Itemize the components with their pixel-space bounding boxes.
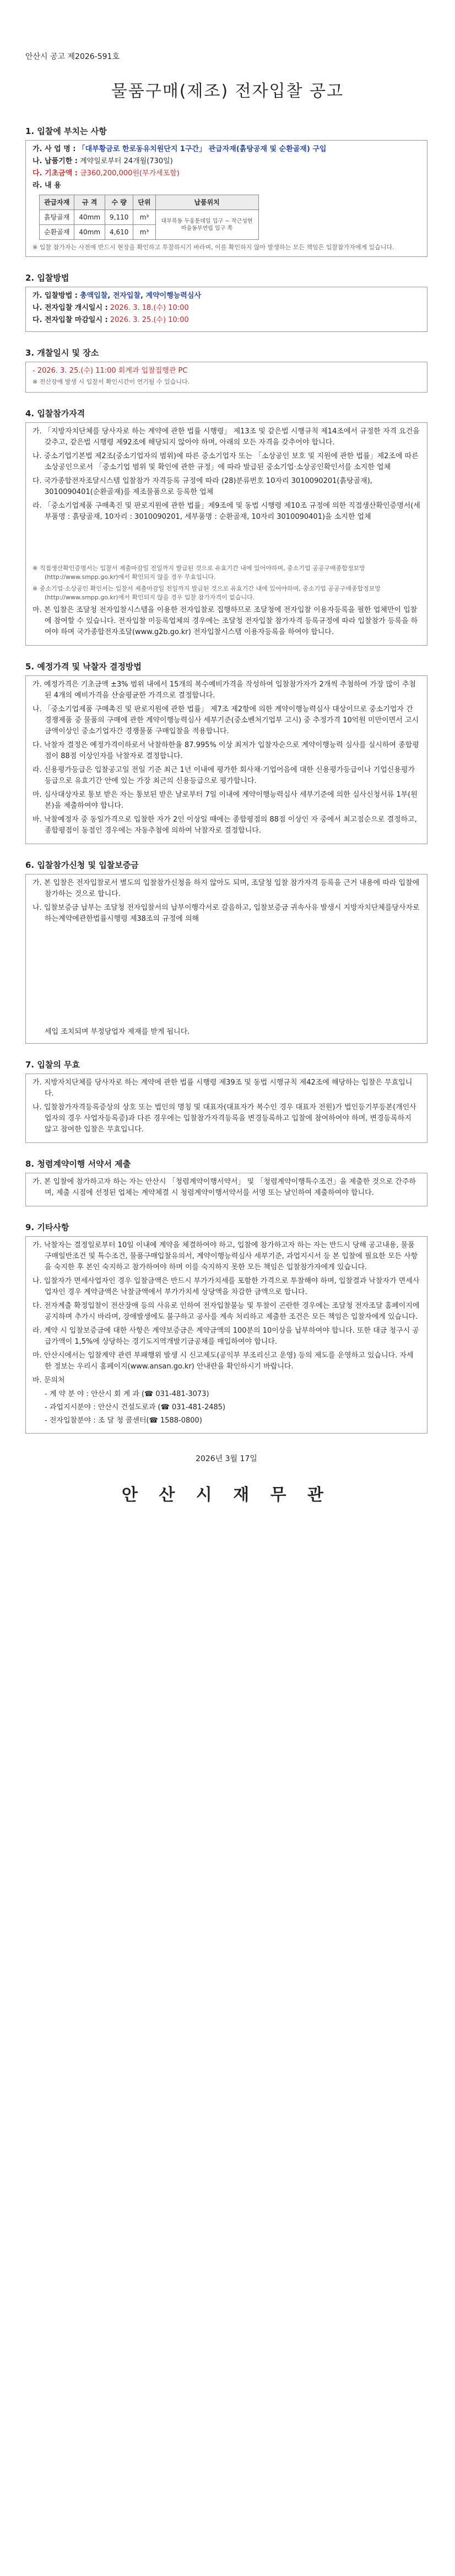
- notice-body: [25, 126, 427, 1505]
- items-table: [39, 195, 259, 240]
- section-box: [25, 675, 427, 844]
- table-cell: 4,610: [105, 225, 133, 240]
- pricing-item: 바. 낙찰예정자 중 동일가격으로 입찰한 자가 2인 이상일 때에는 종합평점의 88점 이상인 자 중에서 최고점순으로 결정하고, 종합평점이 동점인 경우에는 자동추첨에 의하여 낙찰자로 결정합니다.: [32, 815, 417, 835]
- section-heading: 5. 예정가격 및 낙찰자 결정방법: [25, 662, 142, 672]
- table-cell: m³: [133, 225, 155, 240]
- price-label: 다. 기초금액 :: [32, 169, 78, 178]
- qualification-note: ※ 중소기업·소상공인 확인서는 입찰서 제출마감일 전일까지 발급된 것으로 유효기간 내에 있어야하며, 중소기업 공공구매종합정보망(http://www.smpp.go.kr)에서 확인되지 않을 경우 입찰 참가자격이 없습니다.: [32, 585, 381, 601]
- application-item: 가. 본 입찰은 전자입찰로서 별도의 입찰참가신청을 하지 않아도 되며, 조달청 입찰 참가자격 등록을 근거 내용에 따라 입찰에 참가하는 것으로 합니다.: [32, 879, 420, 898]
- other-item: 다. 전자계출 확정입찰이 전산장애 등의 사유로 인하여 전자입찰불능 및 투찰이 곤란한 경우에는 조달청 전자조달 홈페이지에 공지하며 추가시 바라며, 장애발생에도 불구하고 공사를 계속 처리하고 제출한 조건은 모든 책임은 입찰자에게 있습니다.: [32, 1302, 420, 1321]
- project-value: 「대부황금로 한로동유치원단지 1구간」 관급자재(흙탕공재 및 순환골재) 구입: [78, 145, 327, 153]
- section-box: [25, 422, 427, 646]
- other-item: 나. 입찰자가 면세사업자인 경우 입찰금액은 반드시 부가가치세를 포함한 가격으로 투찰해야 하며, 입찰결과 낙찰자가 면세사업자인 경우 계약금액은 낙찰금액에서 부가가치세 상당액을 차감한 금액으로 합니다.: [32, 1277, 420, 1296]
- table-cell: 흙탕골재: [40, 210, 74, 225]
- section-heading: 2. 입찰방법: [25, 273, 69, 283]
- qualification-item: 라. 「중소기업제품 구매촉진 및 판로지원에 관한 법률」제9조에 및 동법 시행령 제10조 규정에 의한 직접생산확인증명서(세부품명 : 흙탕골재, 10자리 : 3010090201, 세부품명 : 순환골재, 10자리 3010090401)을 소지한 업체: [32, 502, 420, 521]
- method-value: 총액입찰, 전자입찰, 계약이행능력심사: [80, 292, 201, 300]
- section-box: [25, 140, 427, 257]
- table-cell: 9,110: [105, 210, 133, 225]
- section-invalid: [25, 1059, 427, 1143]
- integrity-item: 가. 본 입찰에 참가하고자 하는 자는 안산시 「청렴계약이행서약서」 및 「청렴계약이행특수조건」을 제출한 것으로 간주하며, 제출 시점에 선정된 업체는 계약체결 시 청렴계약이행서약서를 서명 또는 날인하여 제출하여야 합니다.: [32, 1178, 416, 1197]
- other-item: 마. 안산시에서는 입찰계약 관련 부패행위 발생 시 신고제도(공익부 부조리신고 운영) 등의 제도를 운영하고 있습니다. 자세한 정보는 우리시 홈페이지(www.ansan.go.kr) 안내란을 확인하시기 바랍니다.: [32, 1351, 414, 1371]
- notice-title: 물품구매(제조) 전자입찰 공고: [111, 82, 344, 101]
- section-heading: 3. 개찰일시 및 장소: [25, 348, 99, 358]
- table-cell: 40mm: [74, 210, 105, 225]
- qualification-note: ※ 직접생산확인증명서는 입찰서 제출마감일 전일까지 발급된 것으로 유효기간 내에 있어야하며, 중소기업 공공구매종합정보망(http://www.smpp.go.kr)에서 확인되지 않을 경우 무효입니다.: [32, 565, 365, 581]
- table-cell-location: 대부북동 두웅툰데일 입구 ~ 작근성현마을동부연립 입구 쪽: [155, 210, 258, 240]
- contact-line: - 전자입찰분야 : 조 달 청 콜센터(☎ 1588-0800): [45, 1416, 202, 1425]
- section-heading: 4. 입찰참가자격: [25, 409, 85, 418]
- section-heading: 8. 청렴계약이행 서약서 제출: [25, 1159, 131, 1169]
- method-label: 가. 입찰방법 :: [32, 292, 78, 300]
- opening-datetime: - 2026. 3. 25.(수) 11:00 회계과 입찰집행관 PC: [32, 367, 188, 375]
- delivery-label: 나. 납품기한 :: [32, 157, 78, 165]
- section-bid-items: [25, 126, 427, 257]
- section-application: [25, 860, 427, 1044]
- application-item: 나. 입찰보증금 납부는 조달청 전자입찰서의 납부이행각서로 갈음하고, 입찰보증금 귀속사유 발생시 지방자치단체를당사자로하는계약에관한법률시행령 제38조의 규정에 의해: [32, 904, 420, 923]
- table-cell: m³: [133, 210, 155, 225]
- price-value: 금360,200,000원(부가세포함): [80, 169, 180, 178]
- contact-heading: 바. 문의처: [32, 1376, 65, 1384]
- section-heading: 1. 입찰에 부치는 사항: [25, 126, 107, 136]
- pricing-item: 라. 신용평가등급은 입찰공고일 전일 기준 최근 1년 이내에 평가한 회사채·기업어음에 대한 신용평가등급이나 기업신용평가등급으로 유효기간 안에 있는 가장 최근의 신용등급으로 평가합니다.: [32, 766, 415, 785]
- section-heading: 6. 입찰참가신청 및 입찰보증금: [25, 860, 139, 870]
- qualification-item: 나. 중소기업기본법 제2조(중소기업자의 범위)에 따른 중소기업자 또는 「소상공인 보호 및 지원에 관한 법률」제2조에 따른 소상공인으로서 「중소기업 범위 및 확인에 관한 규정」에 따라 발급된 중소기업·소상공인확인서를 소지한 업체: [32, 452, 419, 471]
- table-header: 규 격: [74, 195, 105, 210]
- section-other: [25, 1222, 427, 1434]
- contact-line: - 과업지시분야 : 안산시 건설도로과 (☎ 031-481-2485): [45, 1403, 226, 1412]
- section-box: [25, 287, 427, 332]
- items-label: 라. 내 용: [32, 181, 61, 190]
- pricing-item: 다. 낙찰자 결정은 예정가격이하로서 낙찰하한율 87.995% 이상 최저가 입찰자순으로 계약이행능력 심사를 실시하여 종합평점이 88점 이상인자를 낙찰자로 결정합니다.: [32, 741, 419, 760]
- issuing-organization: 안 산 시 재 무 관: [121, 1485, 332, 1505]
- end-label: 다. 전자입찰 마감일시 :: [32, 316, 108, 324]
- pricing-item: 마. 심사대상자로 통보 받은 자는 통보된 받은 날로부터 7일 이내에 계약이행능력심사 세부기준에 의한 심사신청서류 1부(원본)을 제출하여야 합니다.: [32, 791, 418, 810]
- section-box: [25, 874, 427, 1044]
- table-cell: 40mm: [74, 225, 105, 240]
- start-label: 나. 전자입찰 개시일시 :: [32, 304, 108, 312]
- section-heading: 7. 입찰의 무효: [25, 1060, 80, 1070]
- section-pricing: [25, 661, 427, 844]
- section-box: [25, 362, 427, 393]
- section-box: [25, 1173, 427, 1206]
- section-heading: 9. 기타사항: [25, 1222, 69, 1232]
- table-header: 관급자재: [40, 195, 74, 210]
- other-item: 라. 계약 시 입찰보증금에 대한 사항은 계약보증금은 계약금액의 100분의 10이상을 납부하여야 합니다. 또한 대금 청구시 공급가액이 1,5%에 상당하는 경기도지역개발기금공채를 매입하여야 합니다.: [32, 1327, 419, 1346]
- other-item: 가. 낙찰자는 결정일로부터 10일 이내에 계약을 체결하여야 하고, 입찰에 참가하고자 하는 자는 반드시 당해 공고내용, 물품구매일반조건 및 특수조건, 물품구매입찰유의서, 계약이행능력심사 세부기준, 과업지시서 등 본 입찰에 필요한 모든 사항을 숙지한 후 본인 숙지하고 참가하여야 하며 이를 숙지하지 못한 모든 책임은 입찰참가자에게 있습니다.: [32, 1241, 418, 1271]
- section-box: [25, 1236, 427, 1434]
- start-value: 2026. 3. 18.(수) 10:00: [110, 304, 189, 312]
- qualification-item: 마. 본 입찰은 조달청 전자입찰시스템을 이용한 전자입찰로 집행하므로 조달청에 전자입찰 이용자등록을 필한 업체만이 입찰에 참여할 수 있습니다. 전자입찰 미등록업체의 경우에는 조달청 전자입찰 참가자격 등록규정에 따라 입찰참가 등록을 하여야 하며 국가종합전자조달(www.g2b.go.kr) 전자입찰시스템 이용자등록을 하여야 합니다.: [32, 606, 418, 636]
- invalid-item: 가. 지방자치단체를 당사자로 하는 계약에 관한 법률 시행령 제39조 및 동법 시행규칙 제42조에 해당하는 입찰은 무효입니다.: [32, 1078, 413, 1098]
- project-label: 가. 사 업 명 :: [32, 145, 76, 153]
- section-bid-method: [25, 272, 427, 332]
- delivery-value: 계약일로부터 24개월(730일): [80, 157, 173, 165]
- qualification-item: 다. 국가종합전자조달시스템 입찰참가 자격등록 규정에 따라 (28)분류번호 10자리 3010090201(흙탕골재), 3010090401(순환골재)를 제조물품으로 등록한 업체: [32, 477, 372, 496]
- qualification-item: 가. 「지방자치단체를 당사자로 하는 계약에 관한 법률 시행령」 제13조 및 같은법 시행규칙 제14조에서 규정한 자격 요건을 갖추고, 같은법 시행령 제92조에 해당되지 않아야 하며, 아래의 모든 자격을 갖추어야 합니다.: [32, 427, 420, 447]
- table-row: [40, 210, 259, 225]
- table-header: 수 량: [105, 195, 133, 210]
- section-opening: [25, 347, 427, 393]
- pricing-item: 가. 예정가격은 기초금액 ±3% 범위 내에서 15개의 복수예비가격을 작성하여 입찰참가자가 2개씩 추첨하여 가장 많이 추첨된 4개의 예비가격을 산술평균한 가격으로 결정합니다.: [32, 680, 416, 700]
- section-box: [25, 1074, 427, 1143]
- section-integrity: [25, 1158, 427, 1206]
- table-header: 납품위치: [155, 195, 258, 210]
- notice-date: 2026년 3월 17일: [196, 1455, 257, 1463]
- site-check-note: ※ 입찰 참가자는 사전에 반드시 현장을 확인하고 투찰하시기 바라며, 이를 확인하지 않아 발생하는 모든 책임은 입찰참가자에게 있습니다.: [32, 244, 394, 251]
- pricing-item: 나. 「중소기업제품 구매촉진 및 판로지원에 관한 법률」 제7조 제2항에 의한 계약이행능력심사 대상이므로 중소기업자 간 경쟁제품 중 물품의 구매에 관한 계약이행능력심사 세부기준(중소벤처기업부 고시) 중 추정가격 10억원 미만이면서 고시금액이상인 중소기업자간 경쟁물품 구매입찰을 적용합니다.: [32, 705, 419, 736]
- invalid-item: 나. 입찰참가자격등록증상의 상호 또는 법인의 명칭 및 대표자(대표자가 복수인 경우 대표자 전원)가 법인등기부등본(개인사업자의 경우 사업자등록증)과 다른 경우에는 입찰참가자격등록을 변경등록하고 입찰에 참여하여야 하며, 변경등록하지 않고 참여한 입찰은 무효입니다.: [32, 1103, 416, 1134]
- notice-number: 안산시 공고 제2026-591호: [25, 52, 120, 61]
- section-qualification: [25, 408, 427, 646]
- opening-note: ※ 전산장애 발생 시 입찰서 확인시간이 연기될 수 있습니다.: [32, 378, 190, 385]
- table-cell: 순환골재: [40, 225, 74, 240]
- table-header: 단위: [133, 195, 155, 210]
- contact-line: - 계 약 분 야 : 안산시 회 계 과 (☎ 031-481-3073): [45, 1390, 209, 1398]
- application-tail: 세입 조치되며 부정당업자 제재를 받게 됩니다.: [45, 1028, 190, 1036]
- end-value: 2026. 3. 25.(수) 10:00: [110, 316, 189, 324]
